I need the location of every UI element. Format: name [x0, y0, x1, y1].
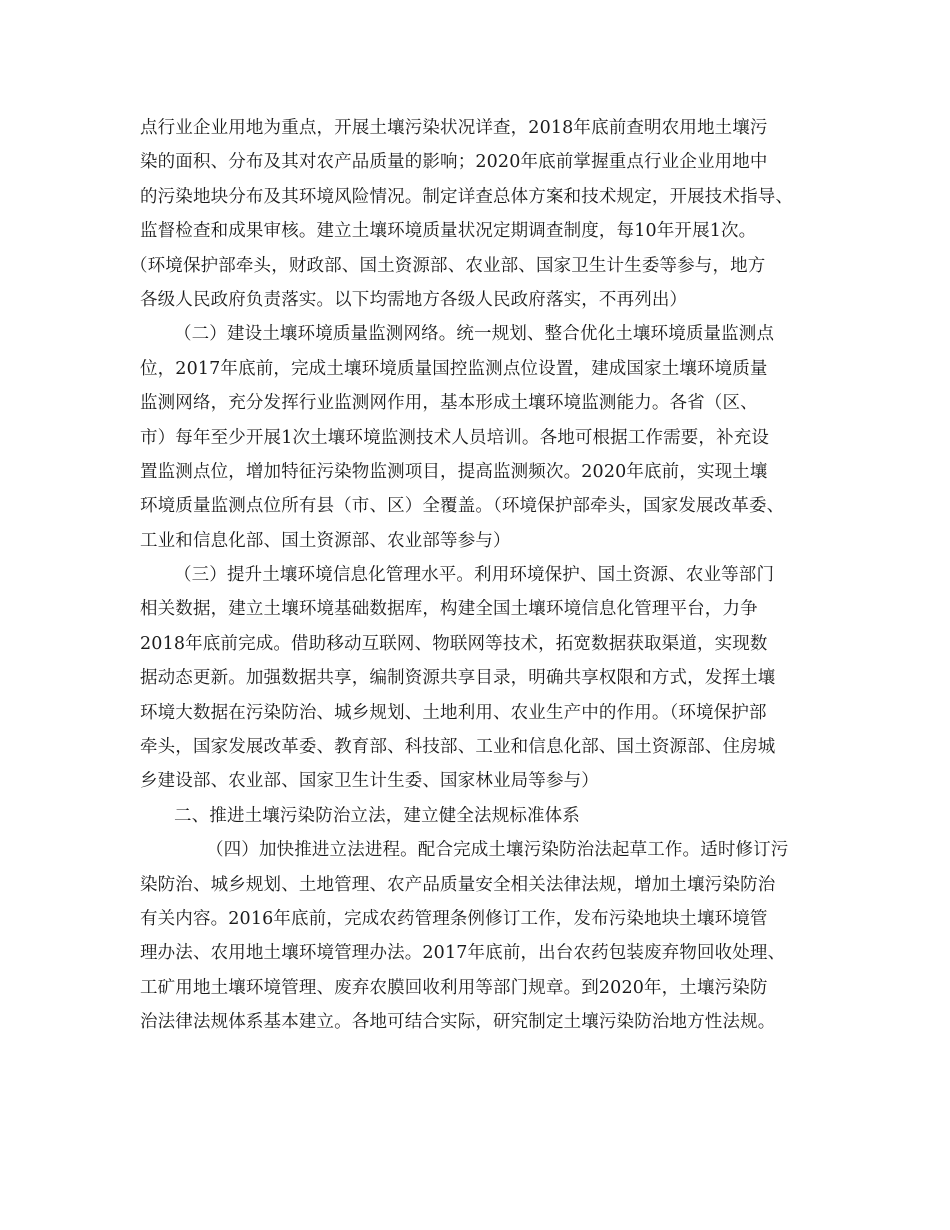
text-line: 乡建设部、农业部、国家卫生计生委、国家林业局等参与）: [140, 771, 599, 792]
text-line: 各级人民政府负责落实。以下均需地方各级人民政府落实，不再列出）: [140, 289, 688, 310]
text-line: 有关内容。2016年底前，完成农药管理条例修订工作，发布污染地块土壤环境管: [140, 908, 768, 929]
text-line: 的污染地块分布及其环境风险情况。制定详查总体方案和技术规定，开展技术指导、: [140, 186, 794, 207]
text-line: 染防治、城乡规划、土地管理、农产品质量安全相关法律法规，增加土壤污染防治: [140, 874, 776, 895]
paragraph-heading-2: （二）建设土壤环境质量监测网络。统一规划、整合优化土壤环境质量监测点: [174, 324, 775, 345]
text-line: 环境质量监测点位所有县（市、区）全覆盖。（环境保护部牵头，国家发展改革委、: [140, 496, 785, 517]
text-line: 置监测点位，增加特征污染物监测项目，提高监测频次。2020年底前，实现土壤: [140, 461, 768, 482]
text-line: 染的面积、分布及其对农产品质量的影响；2020年底前掌握重点行业企业用地中: [140, 152, 768, 173]
text-line: 治法律法规体系基本建立。各地可结合实际，研究制定土壤污染防治地方性法规。: [140, 1012, 776, 1033]
paragraph-heading-4: （四）加快推进立法进程。配合完成土壤污染防治法起草工作。适时修订污: [206, 840, 789, 861]
text-line: 牵头，国家发展改革委、教育部、科技部、工业和信息化部、国土资源部、住房城: [140, 737, 776, 758]
text-line: （环境保护部牵头，财政部、国土资源部、农业部、国家卫生计生委等参与，地方: [130, 255, 766, 276]
section-heading: 二、推进土壤污染防治立法，建立健全法规标准体系: [174, 805, 580, 826]
text-line: 2018年底前完成。借助移动互联网、物联网等技术，拓宽数据获取渠道，实现数: [140, 633, 768, 654]
text-line: 环境大数据在污染防治、城乡规划、土地利用、农业生产中的作用。（环境保护部: [140, 702, 767, 723]
text-line: 工业和信息化部、国土资源部、农业部等参与）: [140, 530, 511, 551]
text-line: 市）每年至少开展1次土壤环境监测技术人员培训。各地可根据工作需要，补充设: [140, 427, 770, 448]
text-line: 位，2017年底前，完成土壤环境质量国控监测点位设置，建成国家土壤环境质量: [140, 358, 768, 379]
text-line: 理办法、农用地土壤环境管理办法。2017年底前，出台农药包装废弃物回收处理、: [140, 943, 786, 964]
text-line: 相关数据，建立土壤环境基础数据库，构建全国土壤环境信息化管理平台，力争: [140, 599, 758, 620]
text-line: 监测网络，充分发挥行业监测网作用，基本形成土壤环境监测能力。各省（区、: [140, 393, 758, 414]
text-line: 点行业企业用地为重点，开展土壤污染状况详查，2018年底前查明农用地土壤污: [140, 118, 768, 138]
text-line: 工矿用地土壤环境管理、废弃农膜回收利用等部门规章。到2020年，土壤污染防: [140, 977, 768, 998]
text-line: 监督检查和成果审核。建立土壤环境质量状况定期调查制度，每10年开展1次。: [140, 221, 757, 242]
text-line: 据动态更新。加强数据共享，编制资源共享目录，明确共享权限和方式，发挥土壤: [140, 668, 776, 689]
document-body: [130, 111, 830, 1040]
paragraph-heading-3: （三）提升土壤环境信息化管理水平。利用环境保护、国土资源、农业等部门: [174, 565, 775, 586]
